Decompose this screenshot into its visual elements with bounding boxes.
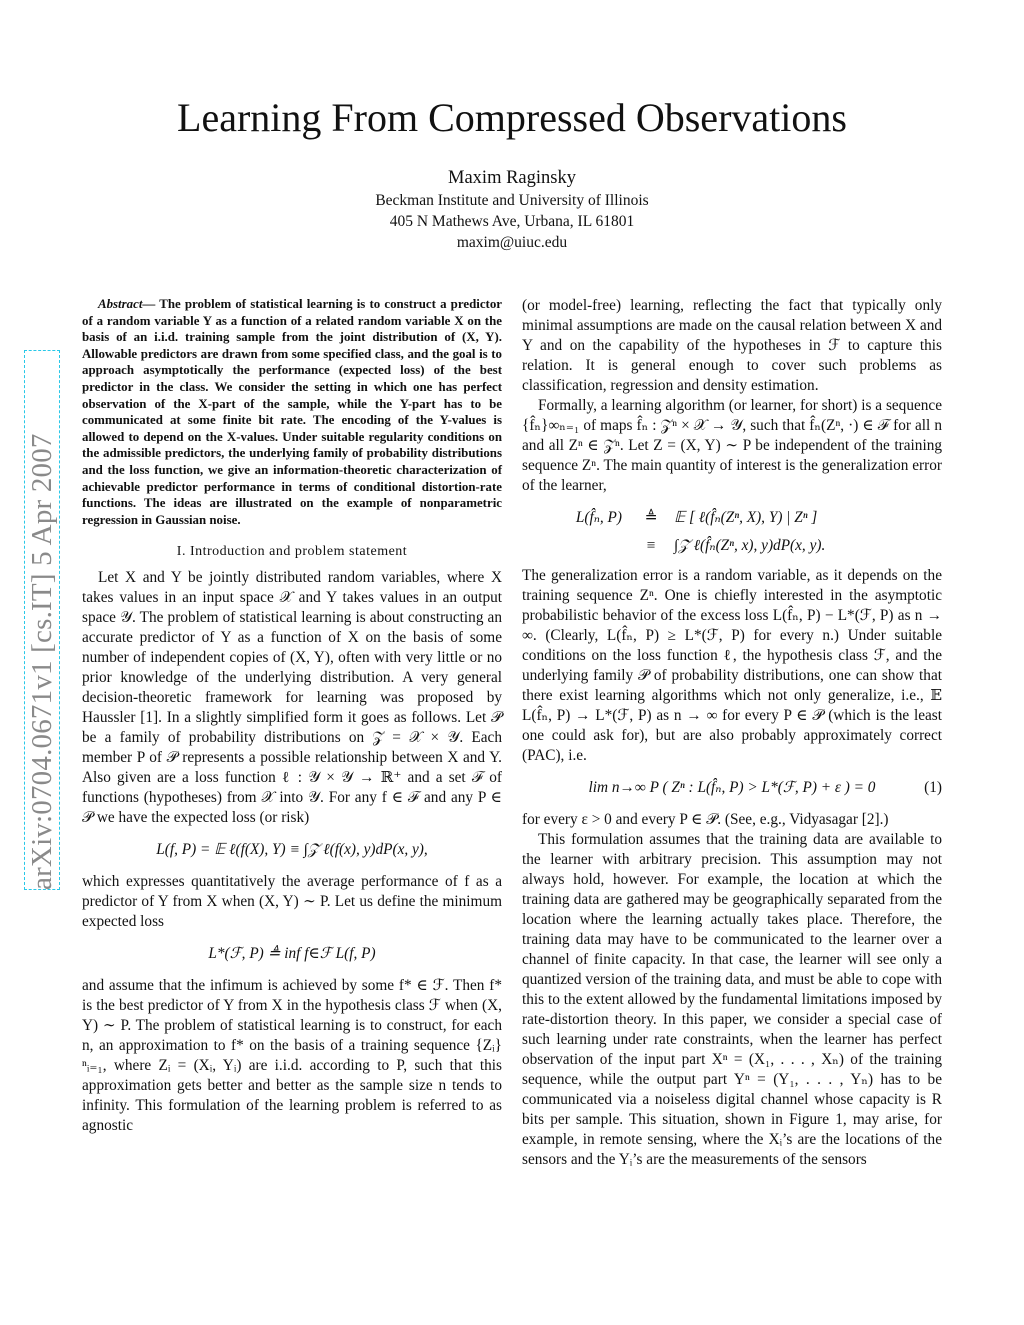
arxiv-stamp-text[interactable]: arXiv:0704.0671v1 [cs.IT] 5 Apr 2007 xyxy=(26,433,58,890)
gen-error-relation-2: ≡ xyxy=(646,537,656,554)
equation-generalization-error xyxy=(522,508,942,556)
gen-error-lhs: L(f̂ₙ, P) xyxy=(575,509,622,526)
gen-error-rhs-2: ∫𝒵 ℓ(f̂ₙ(Zⁿ, x), y)dP(x, y). xyxy=(674,537,826,554)
intro-paragraph-8: This formulation assumes that the training data are available to the learner with arbitrary precision. This assumption may not always hold, however. For example, the location at which the training data are gathered may be geographically separated from the location where the learning actually takes place. Therefore, the training data may have to be communicated to the learner over a channel of finite capacity. In that case, the learner will see only a quantized version of the training data, and must be able to cope with this to the extent allowed by the fundamental limitations imposed by rate-distortion theory. In this paper, we consider a special case of such learning under rate constraints, when the learner has perfect observation of the input part Xⁿ = (X₁, . . . , Xₙ) of the training sequence, while the output part Yⁿ = (Y₁, . . . , Yₙ) has to be communicated via a noiseless digital channel whose capacity is R bits per sample. This situation, shown in Figure 1, may arise, for example, in remote sensing, where the Xᵢ’s are the locations of the sensors and the Yᵢ’s are the measurements of the sensors xyxy=(522,831,942,1168)
intro-paragraph-3: and assume that the infimum is achieved by some f* ∈ ℱ. Then f* is the best predictor of Y from X in the hypothesis class ℱ when (X, Y) ∼ P. The problem of statistical learning is to construct, for each n, an approximation to f* on the basis of a training sequence {Zᵢ}ⁿᵢ₌₁, where Zᵢ = (Xᵢ, Yᵢ) are i.i.d. according to P, such that this approximation gets better and better as the sample size n tends to infinity. This formulation of the learning problem is referred to as agnostic xyxy=(82,977,502,1135)
intro-paragraph-5: Formally, a learning algorithm (or learner, for short) is a sequence {f̂ₙ}∞ₙ₌₁ of maps f̂ₙ : 𝒵ⁿ × 𝒳 → 𝒴, such that f̂ₙ(Zⁿ, ·) ∈ ℱ for all n and all Zⁿ ∈ 𝒵ⁿ. Let Z = (X, Y) ∼ P be independent of the training sequence Zⁿ. The main quantity of interest is the generalization error of the learner, xyxy=(522,397,942,494)
intro-paragraph-2: which expresses quantitatively the average performance of f as a predictor of Y from X when (X, Y) ∼ P. Let us define the minimum expected loss xyxy=(82,873,502,931)
intro-paragraph-7: for every ε > 0 and every P ∈ 𝒫. (See, e.g., Vidyasagar [2].) xyxy=(522,811,889,828)
equation-number-1: (1) xyxy=(924,779,942,796)
gen-error-rhs-1: 𝔼 [ ℓ(f̂ₙ(Zⁿ, X), Y) | Zⁿ ] xyxy=(674,509,818,526)
abstract-text: — The problem of statistical learning is to construct a predictor of a random variable Y as a function of a related random variable X on the basis of an i.i.d. training sample from the joint distribution of (X, Y). Allowable predictors are drawn from some specified class, and the goal is to approach asymptotically the performance (expected loss) of the best predictor in the class. We consider the setting in which one has perfect observation of the X-part of the sample, while the Y-part has to be communicated at some finite bit rate. The encoding of the Y-values is allowed to depend on the X-values. Under suitable regularity conditions on the admissible predictors, the underlying family of probability distributions and the loss function, we give an information-theoretic characterization of achievable predictor performance in terms of conditional distortion-rate functions. The ideas are illustrated on the example of nonparametric regression in Gaussian noise. xyxy=(82,297,502,527)
intro-paragraph-4: (or model-free) learning, reflecting the fact that typically only minimal assumptions are made on the causal relation between X and Y and on the capability of the hypotheses in ℱ to capture this relation. It is general enough to cover such problems as classification, regression and density estimation. xyxy=(522,297,942,394)
abstract-lead: Abstract xyxy=(98,297,143,311)
intro-paragraph-6: The generalization error is a random variable, as it depends on the training sequence Zⁿ. One is chiefly interested in the asymptotic probabilistic behavior of the excess loss L(f̂ₙ, P) − L*(ℱ, P) as n → ∞. (Clearly, L(f̂ₙ, P) ≥ L*(ℱ, P) for every n.) Under suitable conditions on the loss function ℓ, the hypothesis class ℱ, and the underlying family 𝒫 of probability distributions, one can show that there exist learning algorithms which not only generalize, i.e., 𝔼 L(f̂ₙ, P) → L*(ℱ, P) as n → ∞ for every P ∈ 𝒫 (which is the least one could ask for), but are also probably approximately correct (PAC), i.e. xyxy=(522,567,942,764)
abstract xyxy=(82,296,502,528)
right-column xyxy=(522,296,942,1170)
intro-paragraph-1: Let X and Y be jointly distributed random variables, where X takes values in an input space 𝒳 and Y takes values in an output space 𝒴. The problem of statistical learning is about constructing an accurate predictor of Y as a function of X on the basis of some number of independent copies of (X, Y), often with very little or no prior knowledge of the underlying distribution. A very general decision-theoretic framework for learning was proposed by Haussler [1]. In a slightly simplified form it goes as follows. Let 𝒫 be a family of probability distributions on 𝒵 = 𝒳 × 𝒴. Each member P of 𝒫 represents a possible relationship between X and Y. Also given are a loss function ℓ : 𝒴 × 𝒴 → ℝ⁺ and a set ℱ of functions (hypotheses) from 𝒳 into 𝒴. For any f ∈ ℱ and any P ∈ 𝒫 we have the expected loss (or risk) xyxy=(82,569,502,827)
arxiv-stamp xyxy=(22,350,62,890)
author-address: 405 N Mathews Ave, Urbana, IL 61801 xyxy=(389,213,635,230)
equation-risk: L(f, P) = 𝔼 ℓ(f(X), Y) ≡ ∫𝒵 ℓ(f(x), y)dP(x, y), xyxy=(156,841,428,859)
section-heading: I. Introduction and problem statement xyxy=(176,544,408,560)
author-email[interactable]: maxim@uiuc.edu xyxy=(456,234,568,251)
equation-pac xyxy=(522,778,942,798)
paper-title: Learning From Compressed Observations xyxy=(177,95,847,140)
left-column xyxy=(82,296,502,1136)
gen-error-relation-1: ≜ xyxy=(644,509,658,526)
equation-pac-body: lim n→∞ P ( Zⁿ : L(f̂ₙ, P) > L*(ℱ, P) + ε ) = 0 xyxy=(588,779,876,796)
author-affiliation: Beckman Institute and University of Illinois xyxy=(375,192,649,209)
author-name: Maxim Raginsky xyxy=(448,168,576,188)
equation-min-loss: L*(ℱ, P) ≜ inf f∈ℱ L(f, P) xyxy=(208,945,376,963)
